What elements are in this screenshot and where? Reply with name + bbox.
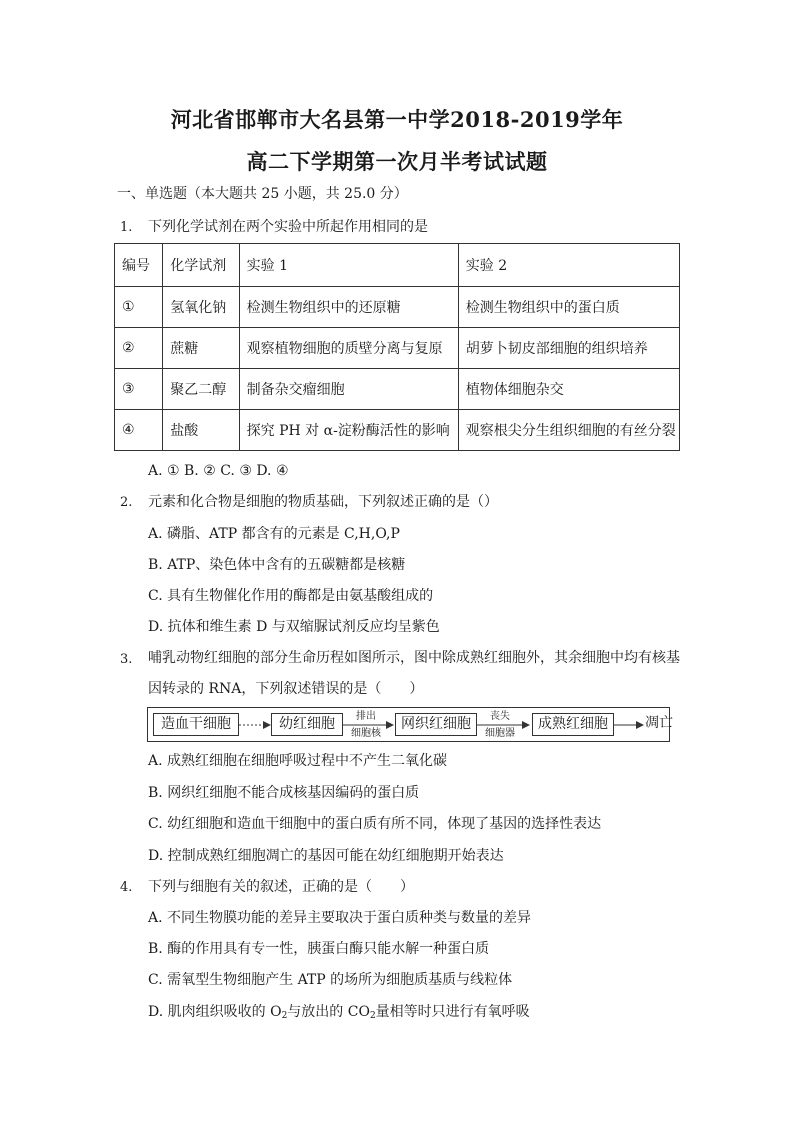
stage-reticulocyte: 网织红细胞 bbox=[395, 713, 477, 736]
document-title-line-1: 河北省邯郸市大名县第一中学2018-2019学年 bbox=[170, 107, 624, 132]
question-4-option-b: B. 酶的作用具有专一性，胰蛋白酶只能水解一种蛋白质 bbox=[148, 941, 490, 957]
table-cell: 植物体细胞杂交 bbox=[458, 369, 679, 410]
table-cell: ① bbox=[115, 287, 163, 328]
table-header-row bbox=[115, 244, 680, 287]
question-3-option-a: A. 成熟红细胞在细胞呼吸过程中不产生二氧化碳 bbox=[148, 753, 448, 769]
option-d-text: D. 肌肉组织吸收的 O bbox=[148, 1004, 282, 1020]
question-1-table bbox=[114, 243, 680, 451]
stage-apoptosis: 凋亡 bbox=[645, 715, 673, 731]
question-1-stem: 下列化学试剂在两个实验中所起作用相同的是 bbox=[148, 219, 428, 235]
question-3-stem-line-1: 哺乳动物红细胞的部分生命历程如图所示，图中除成熟红细胞外，其余细胞中均有核基 bbox=[148, 650, 680, 666]
table-cell: ③ bbox=[115, 369, 163, 410]
question-3-option-b: B. 网织红细胞不能合成核基因编码的蛋白质 bbox=[148, 785, 420, 801]
table-row bbox=[115, 328, 680, 369]
question-1-options: A. ① B. ② C. ③ D. ④ bbox=[148, 463, 289, 479]
table-cell: 观察根尖分生组织细胞的有丝分裂 bbox=[458, 410, 679, 451]
table-header-cell: 实验 2 bbox=[458, 244, 679, 287]
question-3-option-d: D. 控制成熟红细胞凋亡的基因可能在幼红细胞期开始表达 bbox=[148, 848, 504, 864]
question-4-stem: 下列与细胞有关的叙述，正确的是（ ） bbox=[148, 879, 414, 895]
question-3-number: 3. bbox=[120, 652, 133, 667]
question-3-option-c: C. 幼红细胞和造血干细胞中的蛋白质有所不同，体现了基因的选择性表达 bbox=[148, 816, 602, 832]
table-header-cell: 编号 bbox=[115, 244, 163, 287]
table-header-cell: 实验 1 bbox=[239, 244, 458, 287]
stage-mature-erythrocyte: 成熟红细胞 bbox=[532, 713, 614, 736]
question-3-stem-line-2: 因转录的 RNA，下列叙述错误的是（ ） bbox=[148, 681, 424, 697]
stage-erythroblast: 幼红细胞 bbox=[271, 713, 343, 736]
stage-hematopoietic-stem-cell: 造血干细胞 bbox=[153, 713, 239, 736]
table-row bbox=[115, 369, 680, 410]
section-heading: 一、单选题（本大题共 25 小题，共 25.0 分） bbox=[117, 186, 408, 202]
table-cell: 制备杂交瘤细胞 bbox=[239, 369, 458, 410]
subscript: 2 bbox=[281, 1011, 288, 1021]
question-1-number: 1. bbox=[120, 220, 133, 235]
arrow-label-bottom: 细胞器 bbox=[485, 728, 515, 739]
table-cell: 检测生物组织中的蛋白质 bbox=[458, 287, 679, 328]
table-cell: 探究 PH 对 α-淀粉酶活性的影响 bbox=[239, 410, 458, 451]
table-row bbox=[115, 410, 680, 451]
table-cell: 检测生物组织中的还原糖 bbox=[239, 287, 458, 328]
option-d-text: 量相等时只进行有氧呼吸 bbox=[375, 1004, 530, 1020]
table-row bbox=[115, 287, 680, 328]
table-cell: 盐酸 bbox=[163, 410, 239, 451]
question-2-option-b: B. ATP、染色体中含有的五碳糖都是核糖 bbox=[148, 557, 406, 573]
erythrocyte-lifecycle-diagram bbox=[147, 707, 673, 742]
question-2-option-d: D. 抗体和维生素 D 与双缩脲试剂反应均呈紫色 bbox=[148, 619, 440, 635]
table-cell: ④ bbox=[115, 410, 163, 451]
table-cell: 观察植物细胞的质壁分离与复原 bbox=[239, 328, 458, 369]
question-4-option-c: C. 需氧型生物细胞产生 ATP 的场所为细胞质基质与线粒体 bbox=[148, 972, 513, 988]
table-cell: 蔗糖 bbox=[163, 328, 239, 369]
question-4-option-d bbox=[148, 1002, 530, 1026]
arrow-label-bottom: 细胞核 bbox=[351, 728, 381, 739]
document-title-line-2: 高二下学期第一次月半考试试题 bbox=[246, 149, 548, 174]
question-2-number: 2. bbox=[120, 495, 133, 510]
table-cell: ② bbox=[115, 328, 163, 369]
table-cell: 胡萝卜韧皮部细胞的组织培养 bbox=[458, 328, 679, 369]
table-cell: 聚乙二醇 bbox=[163, 369, 239, 410]
arrow-label-top: 丧失 bbox=[490, 711, 510, 722]
question-2-stem: 元素和化合物是细胞的物质基础，下列叙述正确的是（） bbox=[148, 494, 498, 510]
question-2-option-c: C. 具有生物催化作用的酶都是由氨基酸组成的 bbox=[148, 588, 434, 604]
question-2-option-a: A. 磷脂、ATP 都含有的元素是 C,H,O,P bbox=[148, 526, 400, 542]
subscript: 2 bbox=[369, 1011, 376, 1021]
table-cell: 氢氧化钠 bbox=[163, 287, 239, 328]
arrow-label-top: 排出 bbox=[356, 711, 376, 722]
question-4-number: 4. bbox=[120, 880, 133, 895]
question-4-option-a: A. 不同生物膜功能的差异主要取决于蛋白质种类与数量的差异 bbox=[148, 910, 532, 926]
option-d-text: 与放出的 CO bbox=[287, 1004, 370, 1020]
table-header-cell: 化学试剂 bbox=[163, 244, 239, 287]
